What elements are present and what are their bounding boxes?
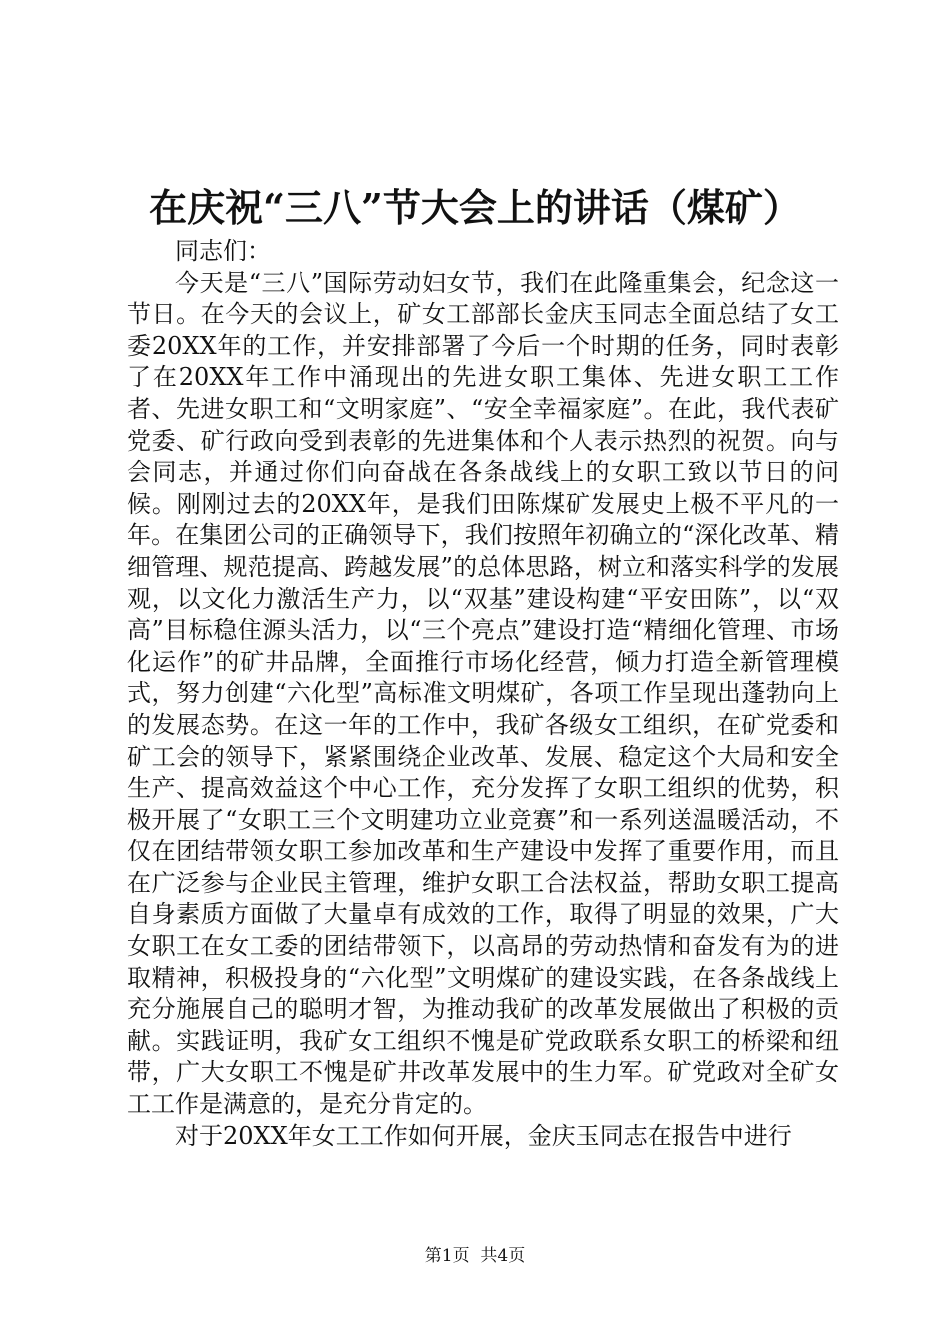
page-number: 第1页 共4页 xyxy=(424,1246,526,1266)
page-footer xyxy=(0,1244,950,1268)
salutation: 同志们： xyxy=(175,237,271,265)
document-body xyxy=(127,236,839,1152)
document-title: 在庆祝“三八”节大会上的讲话（煤矿） xyxy=(149,185,801,230)
paragraph-2: 对于20XX年女工工作如何开展，金庆玉同志在报告中进行 xyxy=(175,1121,792,1150)
paragraph-1: 今天是“三八”国际劳动妇女节，我们在此隆重集会，纪念这一节日。在今天的会议上，矿女工部部长金庆玉同志全面总结了女工委20XX年的工作，并安排部署了今后一个时期的任务，同时表彰了在20XX年工作中涌现出的先进女职工集体、先进女职工工作者、先进女职工和“文明家庭”、“安全幸福家庭”。在此，我代表矿党委、矿行政向受到表彰的先进集体和个人表示热烈的祝贺。向与会同志，并通过你们向奋战在各条战线上的女职工致以节日的问候。刚刚过去的20XX年，是我们田陈煤矿发展史上极不平凡的一年。在集团公司的正确领导下，我们按照年初确立的“深化改革、精细管理、规范提高、跨越发展”的总体思路，树立和落实科学的发展观，以文化力激活生产力，以“双基”建设构建“平安田陈”，以“双高”目标稳住源头活力，以“三个亮点”建设打造“精细化管理、市场化运作”的矿井品牌，全面推行市场化经营，倾力打造全新管理模式，努力创建“六化型”高标准文明煤矿，各项工作呈现出蓬勃向上的发展态势。在这一年的工作中，我矿各级女工组织，在矿党委和矿工会的领导下，紧紧围绕企业改革、发展、稳定这个大局和安全生产、提高效益这个中心工作，充分发挥了女职工组织的优势，积极开展了“女职工三个文明建功立业竞赛”和一系列送温暖活动，不仅在团结带领女职工参加改革和生产建设中发挥了重要作用，而且在广泛参与企业民主管理，维护女职工合法权益，帮助女职工提高自身素质方面做了大量卓有成效的工作，取得了明显的效果，广大女职工在女工委的团结带领下，以高昂的劳动热情和奋发有为的进取精神，积极投身的“六化型”文明煤矿的建设实践，在各条战线上充分施展自己的聪明才智，为推动我矿的改革发展做出了积极的贡献。实践证明，我矿女工组织不愧是矿党政联系女职工的桥梁和纽带，广大女职工不愧是矿井改革发展中的生力军。矿党政对全矿女工工作是满意的，是充分肯定的。 xyxy=(127,268,839,1119)
